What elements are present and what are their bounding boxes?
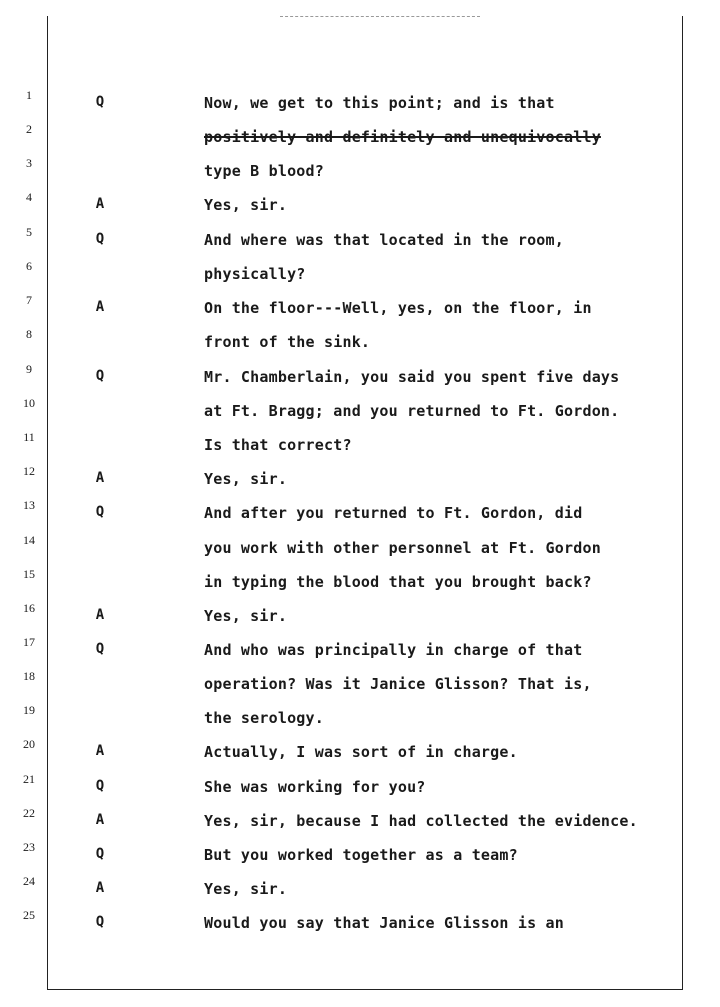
speaker-label: Q (95, 94, 105, 110)
line-text: physically? (204, 265, 306, 283)
transcript-line (0, 498, 720, 532)
line-text: at Ft. Bragg; and you returned to Ft. Gordon. (204, 402, 620, 420)
line-number: 22 (23, 806, 35, 820)
line-text: And where was that located in the room, (204, 231, 564, 249)
line-number: 24 (23, 874, 35, 888)
line-text: And who was principally in charge of that (204, 641, 583, 659)
transcript-line (0, 156, 720, 190)
speaker-label: A (95, 880, 105, 896)
transcript-line (0, 430, 720, 464)
line-text: Yes, sir. (204, 470, 288, 488)
speaker-label: A (95, 299, 105, 315)
line-number: 18 (23, 669, 35, 683)
speaker-label: Q (95, 504, 105, 520)
transcript-line (0, 703, 720, 737)
transcript-line (0, 225, 720, 259)
line-number: 7 (26, 293, 32, 307)
line-number: 15 (23, 567, 35, 581)
line-text: type B blood? (204, 162, 324, 180)
transcript-line (0, 327, 720, 361)
transcript-line (0, 737, 720, 771)
speaker-label: Q (95, 914, 105, 930)
transcript-line (0, 908, 720, 942)
line-text: you work with other personnel at Ft. Gordon (204, 539, 601, 557)
line-text: Yes, sir. (204, 880, 288, 898)
line-text: the serology. (204, 709, 324, 727)
transcript-line (0, 259, 720, 293)
line-text: positively and definitely and unequivocally (204, 128, 601, 146)
speaker-label: Q (95, 368, 105, 384)
top-edge-marks (280, 16, 480, 19)
line-number: 2 (26, 122, 32, 136)
transcript-line (0, 122, 720, 156)
line-text: Actually, I was sort of in charge. (204, 743, 518, 761)
line-number: 19 (23, 703, 35, 717)
line-number: 13 (23, 498, 35, 512)
transcript-line (0, 806, 720, 840)
transcript-line (0, 874, 720, 908)
line-text: On the floor---Well, yes, on the floor, in (204, 299, 592, 317)
transcript-line (0, 635, 720, 669)
transcript-line (0, 533, 720, 567)
line-text: Would you say that Janice Glisson is an (204, 914, 564, 932)
line-text: Yes, sir. (204, 607, 288, 625)
line-text: Now, we get to this point; and is that (204, 94, 555, 112)
line-number: 12 (23, 464, 35, 478)
speaker-label: Q (95, 231, 105, 247)
line-number: 9 (26, 362, 32, 376)
speaker-label: Q (95, 778, 105, 794)
line-number: 6 (26, 259, 32, 273)
transcript-line (0, 567, 720, 601)
line-text: Yes, sir, because I had collected the evidence. (204, 812, 638, 830)
line-number: 20 (23, 737, 35, 751)
line-number: 3 (26, 156, 32, 170)
line-number: 11 (23, 430, 35, 444)
transcript-line (0, 669, 720, 703)
transcript-line (0, 88, 720, 122)
line-number: 10 (23, 396, 35, 410)
line-number: 8 (26, 327, 32, 341)
line-number: 23 (23, 840, 35, 854)
line-text: front of the sink. (204, 333, 371, 351)
transcript-line (0, 190, 720, 224)
speaker-label: Q (95, 641, 105, 657)
speaker-label: A (95, 196, 105, 212)
transcript-line (0, 396, 720, 430)
transcript-line (0, 464, 720, 498)
line-text: in typing the blood that you brought back? (204, 573, 592, 591)
line-text: operation? Was it Janice Glisson? That is, (204, 675, 592, 693)
speaker-label: A (95, 743, 105, 759)
line-number: 16 (23, 601, 35, 615)
transcript-line (0, 601, 720, 635)
line-number: 5 (26, 225, 32, 239)
line-text: Yes, sir. (204, 196, 288, 214)
line-number: 4 (26, 190, 32, 204)
line-text: Mr. Chamberlain, you said you spent five days (204, 368, 620, 386)
line-number: 17 (23, 635, 35, 649)
line-number: 1 (26, 88, 32, 102)
line-text: But you worked together as a team? (204, 846, 518, 864)
speaker-label: A (95, 470, 105, 486)
line-text: And after you returned to Ft. Gordon, did (204, 504, 583, 522)
speaker-label: A (95, 812, 105, 828)
transcript-line (0, 293, 720, 327)
line-number: 25 (23, 908, 35, 922)
transcript-line (0, 362, 720, 396)
speaker-label: A (95, 607, 105, 623)
line-text: Is that correct? (204, 436, 352, 454)
transcript-line (0, 772, 720, 806)
transcript-line (0, 840, 720, 874)
line-text: She was working for you? (204, 778, 426, 796)
line-number: 14 (23, 533, 35, 547)
speaker-label: Q (95, 846, 105, 862)
line-number: 21 (23, 772, 35, 786)
